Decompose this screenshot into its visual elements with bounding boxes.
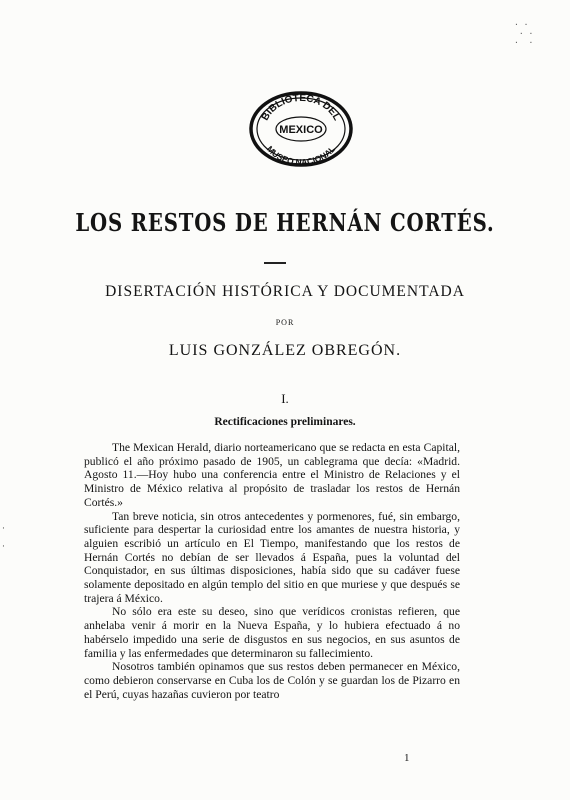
- scan-margin-marks: · ·: [2, 524, 5, 552]
- library-stamp: [247, 87, 355, 169]
- paragraph-2: Tan breve noticia, sin otros antecedentes y pormenores, fué, sin embargo, suficiente para despertar la curiosidad entre los amantes de nuestra historia, y alguien escribió un artículo en El Tiempo, manifestando que los restos de Hernán Cortés no debían de ser llevados á España, pues la voluntad del Conquistador, en sus últimas disposiciones, había sido que su cadáver fuese solamente depositado en algún templo del sitio en que muriese y que después se trajera á México.: [84, 509, 460, 605]
- stamp-bottom-text: MUSEO NACIONAL: [264, 143, 338, 168]
- section-number: I.: [281, 391, 289, 406]
- stamp-center-text: MEXICO: [279, 124, 323, 136]
- byline-prefix: POR: [275, 318, 295, 327]
- paragraph-3: No sólo era este su deseo, sino que verídicos cronistas refieren, que anhelaba venir á morir en la Nueva España, y lo hubiera efectuado á no habérselo impedido una serie de disgustos en sus negocios, en sus asuntos de familia y las enfermedades que determinaron su fallecimiento.: [84, 605, 460, 660]
- document-title: LOS RESTOS DE HERNÁN CORTÉS.: [75, 208, 495, 237]
- paragraph-4: Nosotros también opinamos que sus restos deben permanecer en México, como debieron conservarse en Cuba los de Colón y se guardan los de Pizarro en el Perú, cuyas hazañas cuvieron por teatro: [84, 660, 460, 701]
- body-text: [84, 441, 460, 701]
- stamp-top-text: BIBLIOTECA DEL: [259, 92, 343, 123]
- section-heading: Rectificaciones preliminares.: [214, 416, 356, 428]
- page-number: 1: [404, 752, 410, 764]
- scan-specks: · · · · · ·: [514, 20, 534, 47]
- paragraph-1: The Mexican Herald, diario norteamericano que se redacta en esta Capital, publicó el año próximo pasado de 1905, un cablegrama que decía: «Madrid. Agosto 11.—Hoy hubo una conferencia entre el Ministro de Relaciones y el Ministro de México relativa al propósito de trasladar los restos de Hernán Cortés.»: [84, 441, 460, 509]
- document-subtitle: DISERTACIÓN HISTÓRICA Y DOCUMENTADA: [105, 283, 465, 300]
- title-rule: [264, 262, 286, 264]
- author-name: LUIS GONZÁLEZ OBREGÓN.: [168, 342, 402, 359]
